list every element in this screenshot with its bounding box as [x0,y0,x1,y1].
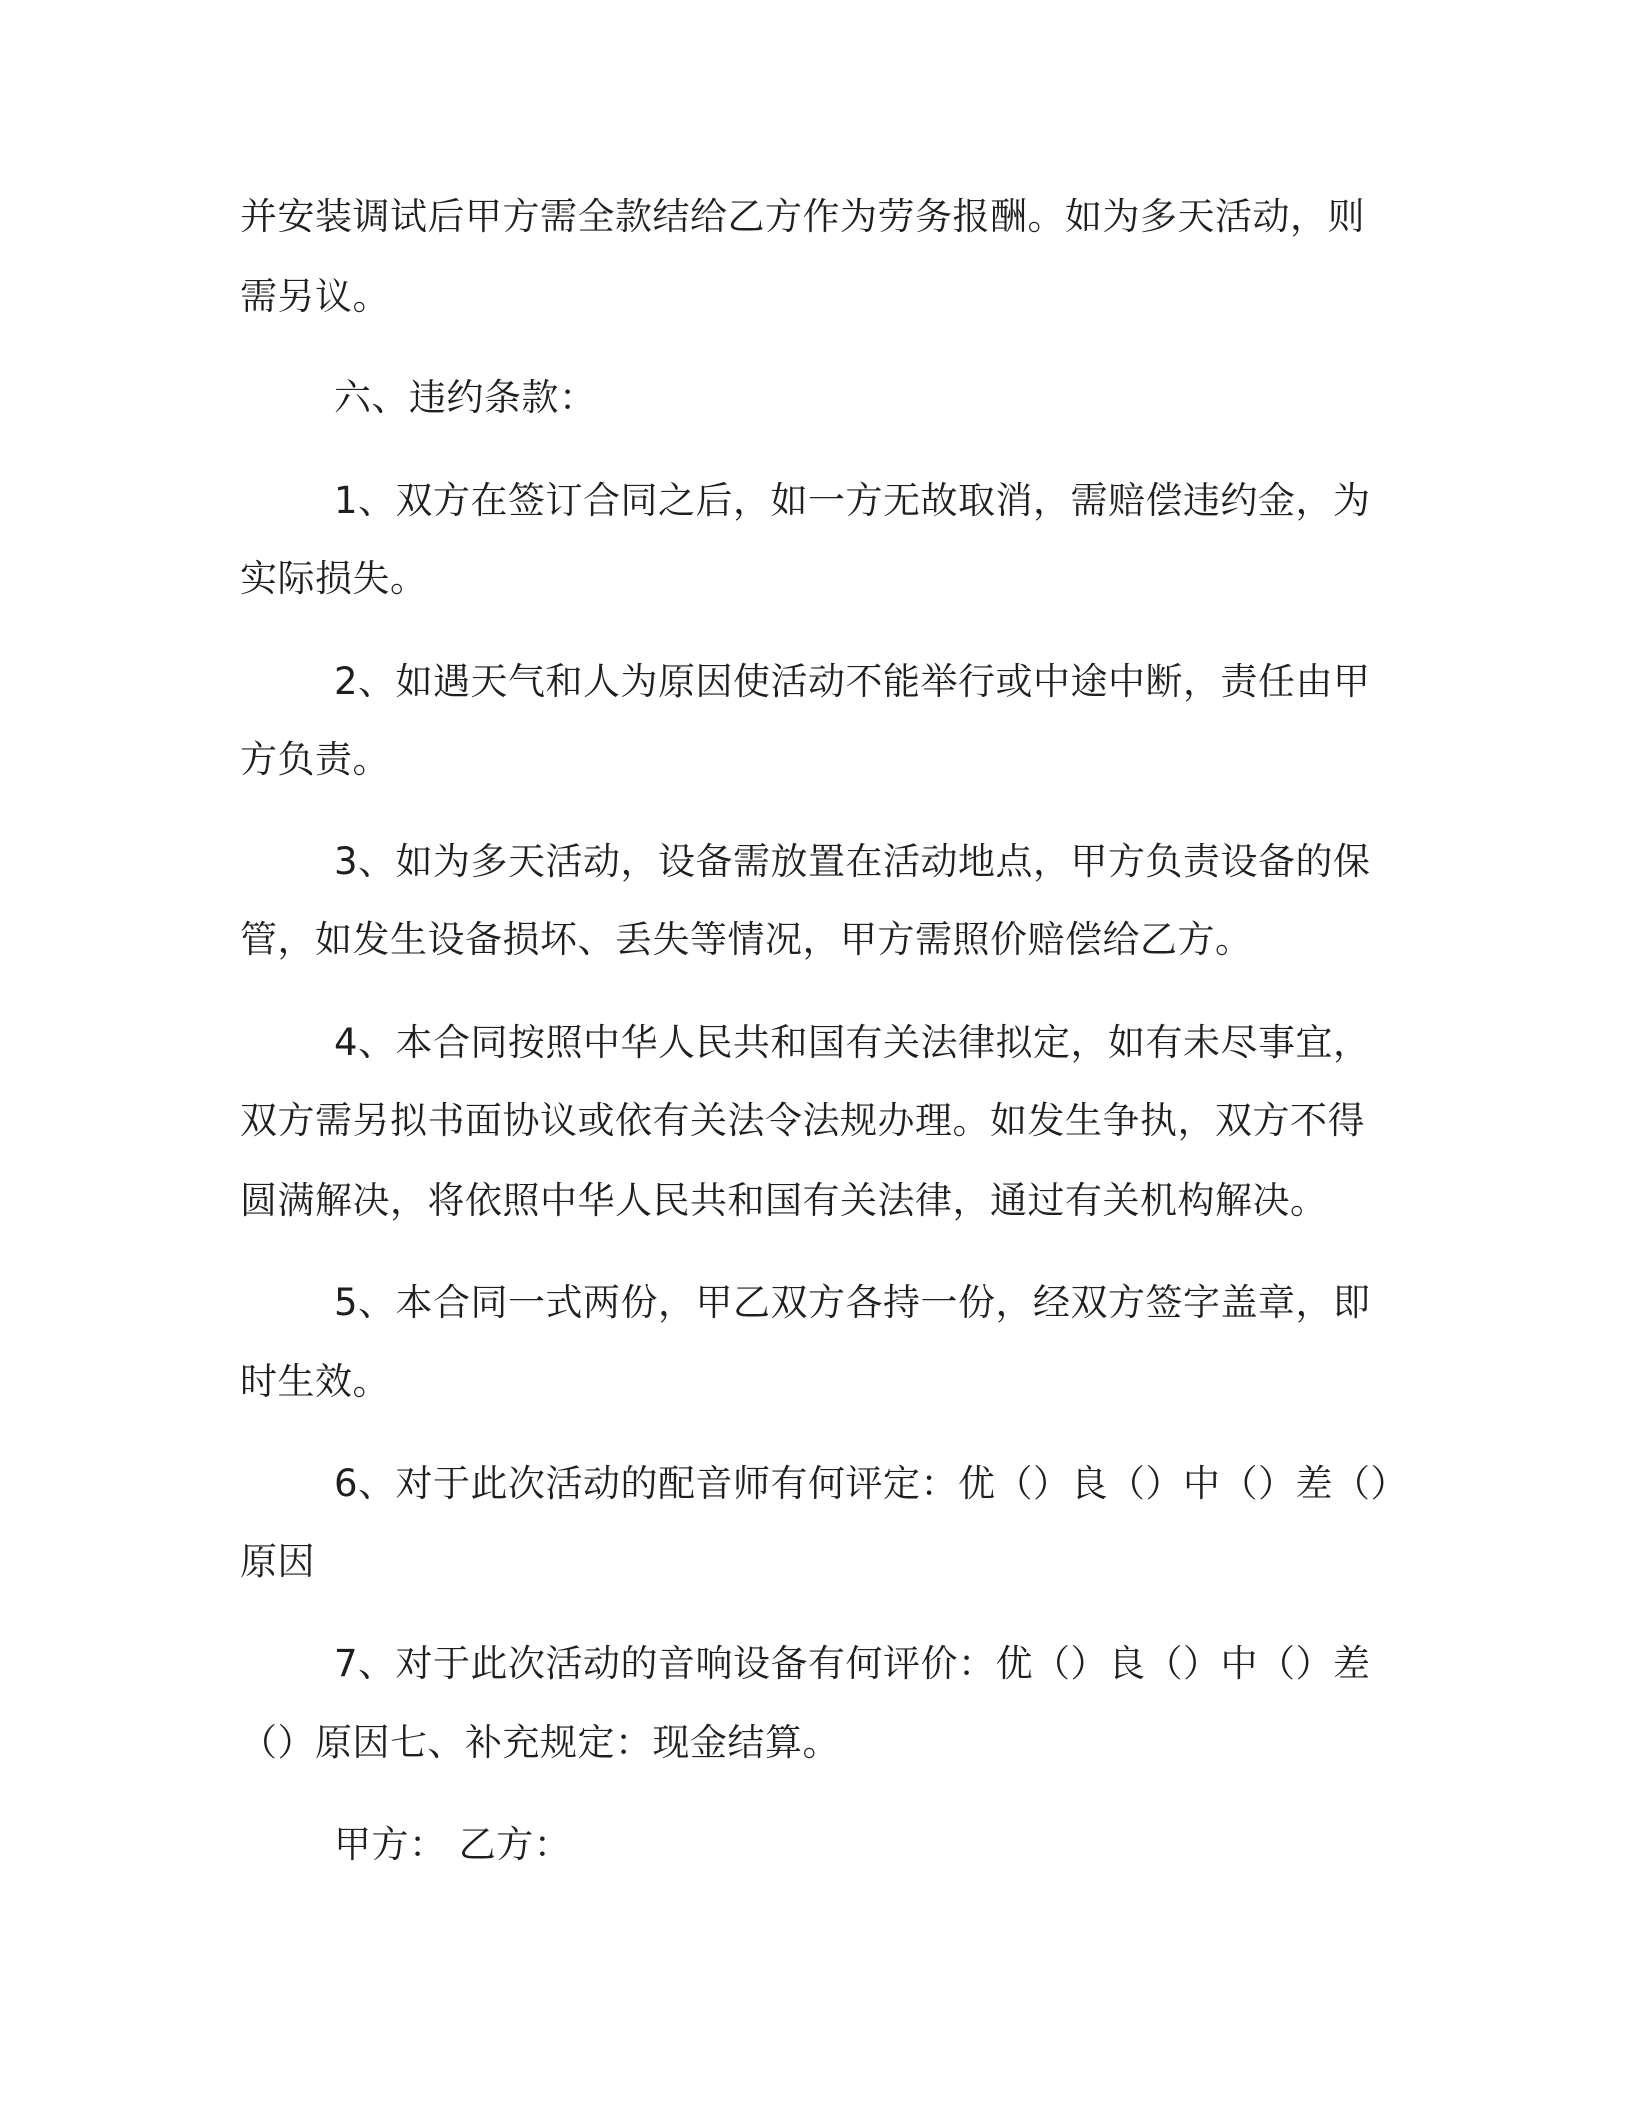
clause-1-line: 实际损失。 [240,557,428,600]
clause-4-line: 圆满解决，将依照中华人民共和国有关法律，通过有关机构解决。 [240,1179,1328,1222]
clause-5-line: 5、本合同一式两份，甲乙双方各持一份，经双方签字盖章，即 [334,1281,1371,1324]
paragraph-line: 需另议。 [240,275,390,318]
clause-7-line: （）原因七、补充规定：现金结算。 [240,1721,840,1764]
clause-6-line: 原因 [240,1540,315,1583]
clause-2-line: 2、如遇天气和人为原因使活动不能举行或中途中断，责任由甲 [334,660,1371,703]
clause-6-line: 6、对于此次活动的配音师有何评定：优（）良（）中（）差（） [334,1462,1409,1505]
section-heading: 六、违约条款： [334,376,597,419]
clause-3-line: 管，如发生设备损坏、丢失等情况，甲方需照价赔偿给乙方。 [240,918,1253,961]
paragraph-line: 并安装调试后甲方需全款结给乙方作为劳务报酬。如为多天活动，则 [240,195,1365,238]
clause-5-line: 时生效。 [240,1360,390,1403]
clause-2-line: 方负责。 [240,738,390,781]
clause-4-line: 4、本合同按照中华人民共和国有关法律拟定，如有未尽事宜， [334,1021,1371,1064]
clause-1-line: 1、双方在签订合同之后，如一方无故取消，需赔偿违约金，为 [334,479,1371,522]
clause-4-line: 双方需另拟书面协议或依有关法令法规办理。如发生争执，双方不得 [240,1099,1365,1142]
clause-3-line: 3、如为多天活动，设备需放置在活动地点，甲方负责设备的保 [334,840,1371,883]
signature-line: 甲方： 乙方： [334,1823,572,1866]
clause-7-line: 7、对于此次活动的音响设备有何评价：优（）良（）中（）差 [334,1642,1371,1685]
